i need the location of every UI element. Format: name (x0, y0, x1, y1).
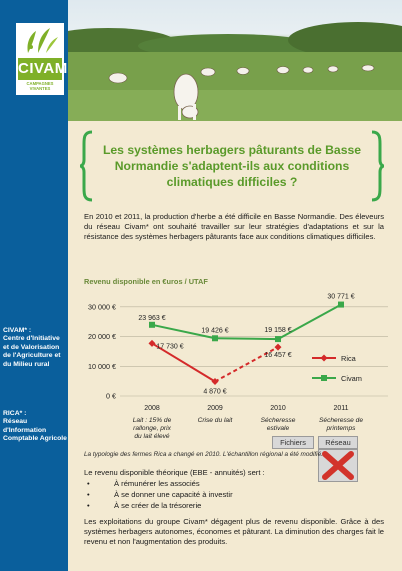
list-item: • À rémunérer les associés (84, 479, 233, 490)
category-note: Sécheresse (260, 417, 296, 424)
civam-point (149, 322, 155, 328)
data-label: 17 730 € (156, 343, 184, 351)
category-note: Crise du lait (197, 417, 233, 424)
conclusion-paragraph: Les exploitations du groupe Civam* dégagent plus de revenu disponible. Grâce à des systèmes herbagers autonomes, économes et pâturant. La diminution des charges fait le revenu et non l'augmentation des produits. (84, 517, 384, 547)
data-label: 16 457 € (264, 352, 292, 360)
title-frame (80, 130, 384, 202)
legend-label: Civam (341, 374, 362, 383)
legend-label: Rica (341, 354, 356, 363)
revenue-uses-list (84, 479, 233, 511)
definition-term: RICA* : (3, 410, 27, 417)
category-note: printemps (326, 425, 356, 432)
civam-point (212, 335, 218, 341)
list-item: • À se créer de la trésorerie (84, 501, 233, 512)
x-tick-label: 2008 (144, 405, 160, 412)
x-tick-label: 2009 (207, 405, 223, 412)
chart-title: Revenu disponible en €uros / UTAF (84, 277, 208, 286)
definition-text: Réseau d'Information Comptable Agricole (3, 418, 67, 443)
intro-paragraph: En 2010 et 2011, la production d'herbe a été difficile en Basse Normandie. Des éleveurs du réseau Civam* ont souhaité travailler sur leur stratégies d'adaptations et sur la résistance des systèmes herbagers pâturants face aux conditions climatiques difficiles. (84, 212, 384, 242)
data-label: 19 426 € (201, 327, 229, 335)
rica-definition (3, 410, 67, 444)
data-label: 23 963 € (138, 314, 166, 322)
definition-text: Centre d'Initiative et de Valorisation de l'Agriculture et du Milieu rural (3, 335, 61, 368)
civam-definition (3, 327, 67, 369)
revenue-intro: Le revenu disponible théorique (EBE - annuités) sert : (84, 468, 265, 477)
revenue-chart (68, 286, 402, 448)
civam-point (275, 336, 281, 342)
category-note: du lait élevé (134, 433, 170, 440)
typology-note: La typologie des fermes Rica a changé en 2010. L'échantillon régional a été modifié. (84, 451, 323, 458)
x-tick-label: 2011 (333, 405, 349, 412)
category-note: Sécheresse de (319, 417, 363, 424)
y-tick-label: 20 000 € (88, 332, 116, 342)
legend-marker (321, 355, 328, 362)
leaves-icon (20, 25, 60, 55)
page-title: Les systèmes herbagers pâturants de Basse Normandie s'adaptent-ils aux conditions climatiques difficiles ? (102, 143, 362, 189)
pasture-illustration (68, 0, 402, 121)
civam-segment (215, 338, 278, 339)
definition-term: CIVAM* : (3, 327, 32, 334)
civam-point (338, 302, 344, 308)
data-label: 30 771 € (327, 293, 355, 301)
reseau-button[interactable]: Réseau (318, 436, 358, 449)
category-note: Lait : 15% de (132, 417, 172, 424)
rica-point (275, 344, 282, 351)
y-tick-label: 10 000 € (88, 361, 116, 371)
category-note: estivale (266, 425, 290, 432)
logo-tagline: CAMPAGNES VIVANTES (26, 81, 54, 91)
logo-wordmark: CIVAM (18, 58, 62, 80)
list-item: • À se donner une capacité à investir (84, 490, 233, 501)
legend-marker (321, 375, 327, 381)
y-tick-label: 0 € (106, 391, 116, 401)
fichiers-button[interactable]: Fichiers (272, 436, 314, 449)
sidebar (0, 0, 68, 571)
pasture-photo (68, 0, 402, 121)
chart-svg (68, 286, 402, 448)
category-note: rallonge, prix (133, 425, 171, 432)
x-tick-label: 2010 (270, 405, 286, 412)
y-tick-label: 30 000 € (88, 302, 116, 312)
civam-logo (16, 23, 68, 95)
data-label: 4 870 € (203, 388, 227, 396)
data-label: 19 158 € (264, 327, 292, 335)
